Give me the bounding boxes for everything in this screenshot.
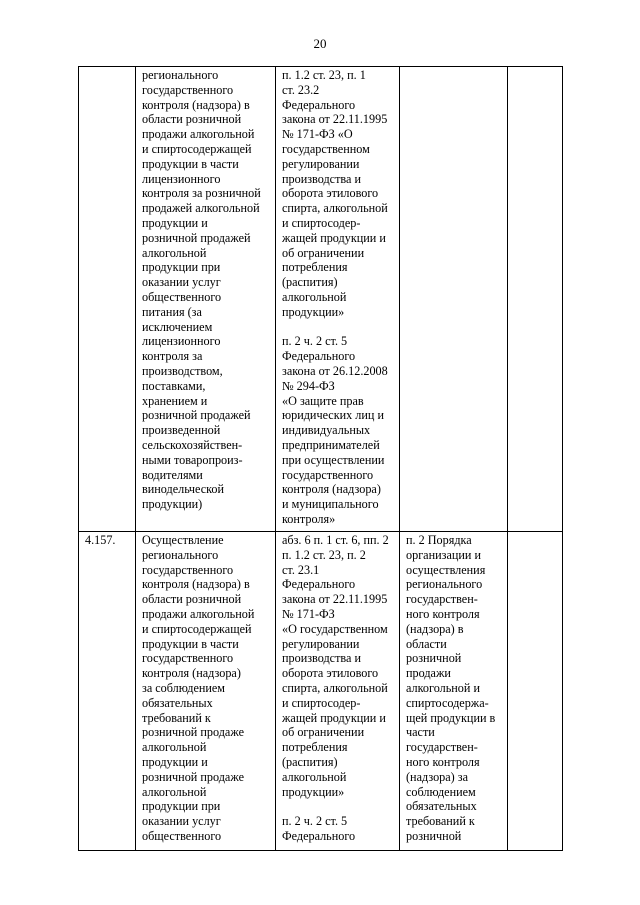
table-row [79, 67, 563, 532]
row-number-cell: 4.157. [79, 532, 136, 851]
row-number-cell [79, 67, 136, 532]
procedure-cell: п. 2 Порядка организации и осуществления регионального государствен- ного контроля (надзора) в области розничной продажи алкогольной и спиртосодержа- щей продукции в части государствен- ного контроля (надзора) за соблюдением обязательных требований к розничной [400, 532, 508, 851]
extra-cell [508, 67, 563, 532]
function-name-cell: Осуществление регионального государственного контроля (надзора) в области розничной продажи алкогольной и спиртосодержащей продукции в части государственного контроля (надзора) за соблюдением обязательных требований к розничной продаже алкогольной продукции и розничной продаже алкогольной продукции при оказании услуг общественного [136, 532, 276, 851]
extra-cell [508, 532, 563, 851]
function-name-cell: регионального государственного контроля (надзора) в области розничной продажи алкогольной и спиртосодержащей продукции в части лицензионного контроля за розничной продажей алкогольной продукции и розничной продажей алкогольной продукции при оказании услуг общественного питания (за исключением лицензионного контроля за производством, поставками, хранением и розничной продажей произведенной сельскохозяйствен- ными товаропроиз- водителями винодельческой продукции) [136, 67, 276, 532]
regulation-table [78, 66, 563, 851]
table-row [79, 532, 563, 851]
procedure-cell [400, 67, 508, 532]
legal-basis-cell: п. 1.2 ст. 23, п. 1 ст. 23.2 Федерального закона от 22.11.1995 № 171-ФЗ «О государственном регулировании производства и оборота этилового спирта, алкогольной и спиртосодер- жащей продукции и об ограничении потребления (распития) алкогольной продукции» п. 2 ч. 2 ст. 5 Федерального закона от 26.12.2008 № 294-ФЗ «О защите прав юридических лиц и индивидуальных предпринимателей при осуществлении государственного контроля (надзора) и муниципального контроля» [276, 67, 400, 532]
page-number: 20 [313, 36, 327, 51]
legal-basis-cell: абз. 6 п. 1 ст. 6, пп. 2 п. 1.2 ст. 23, п. 2 ст. 23.1 Федерального закона от 22.11.1995 № 171-ФЗ «О государственном регулировании производства и оборота этилового спирта, алкогольной и спиртосодер- жащей продукции и об ограничении потребления (распития) алкогольной продукции» п. 2 ч. 2 ст. 5 Федерального [276, 532, 400, 851]
